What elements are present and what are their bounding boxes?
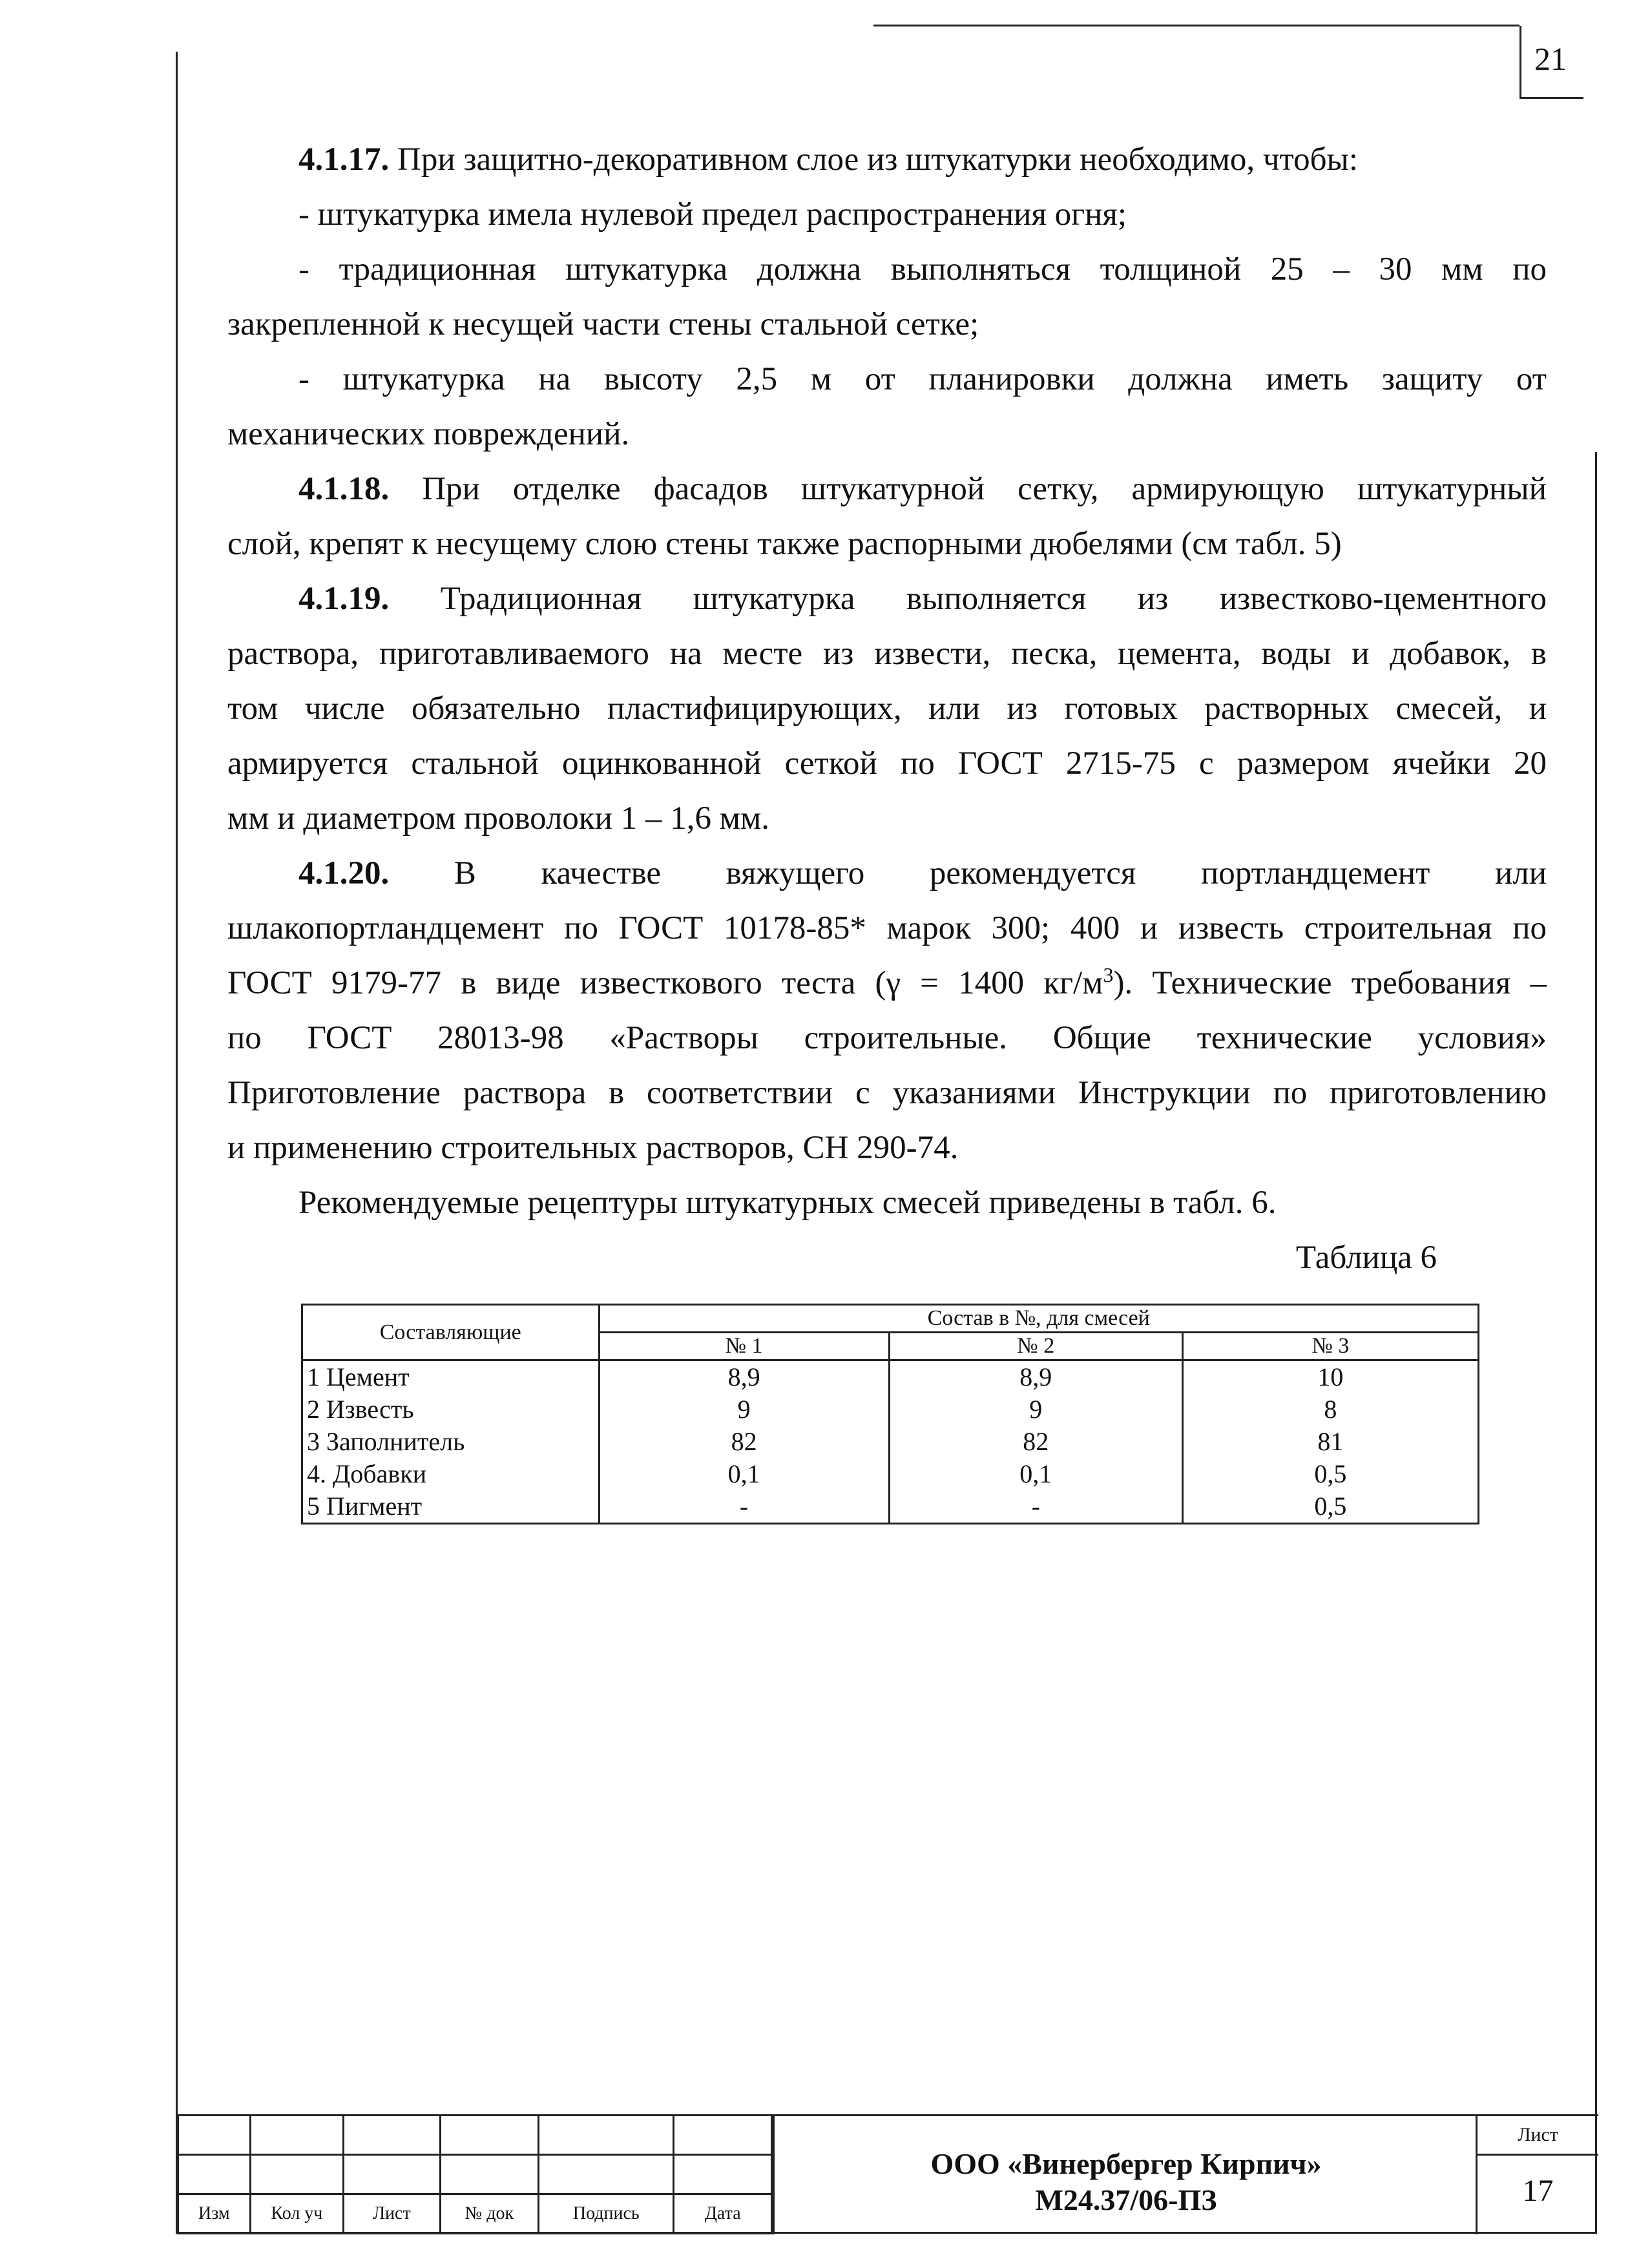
frame-right-border [1595, 452, 1597, 2234]
header-composition-group: Состав в №, для смесей [599, 1305, 1479, 1333]
col-date-label: Дата [674, 2194, 772, 2234]
text-line: том числе обязательно пластифицирующих, или из готовых растворных смесей, и [227, 691, 1547, 727]
text-line: мм и диаметром проволоки 1 – 1,6 мм. [227, 800, 770, 837]
text-line: закрепленной к несущей части стены стальной сетке; [227, 306, 979, 342]
title-block-revision-grid [177, 2114, 773, 2234]
paragraph-4-1-19 [227, 572, 1547, 627]
mix-1-value: 82 [599, 1426, 889, 1458]
table-row [302, 1393, 1479, 1426]
table-row [302, 1490, 1479, 1524]
mix-1-value: 9 [599, 1393, 889, 1426]
header-mix-1: № 1 [599, 1333, 889, 1360]
mix-2-value: 9 [889, 1393, 1182, 1426]
col-list-label: Лист [344, 2194, 441, 2234]
clause-number: 4.1.20. [298, 855, 390, 891]
header-components: Составляющие [302, 1305, 600, 1360]
col-doc-number-label: № док [440, 2194, 538, 2234]
mix-2-value: 0,1 [889, 1458, 1182, 1490]
col-signature-label: Подпись [539, 2194, 674, 2234]
component-name: 1 Цемент [302, 1360, 600, 1394]
superscript: 3 [1103, 963, 1114, 986]
text-line: армируется стальной оцинкованной сеткой по ГОСТ 2715-75 с размером ячейки 20 [227, 745, 1547, 782]
mix-1-value: 0,1 [599, 1458, 889, 1490]
text-line: шлакопортландцемент по ГОСТ 10178-85* марок 300; 400 и известь строительная по [227, 910, 1547, 946]
mix-3-value: 0,5 [1182, 1490, 1478, 1524]
header-mix-2: № 2 [889, 1333, 1182, 1360]
text-line: механических повреждений. [227, 416, 630, 452]
mix-3-value: 81 [1182, 1426, 1478, 1458]
table-row [302, 1360, 1479, 1394]
title-block-organization [773, 2114, 1478, 2234]
document-code: М24.37/06-ПЗ [1035, 2183, 1217, 2216]
table-row [302, 1458, 1479, 1490]
title-block-sheet [1476, 2114, 1598, 2234]
component-name: 5 Пигмент [302, 1490, 600, 1524]
col-kol-uch-label: Кол уч [250, 2194, 343, 2234]
paragraph-text: При защитно-декоративном слое из штукатурки необходимо, чтобы: [397, 141, 1358, 178]
text-line: слой, крепят к несущему слою стены также распорными дюбелями (см табл. 5) [227, 526, 1342, 562]
mix-1-value: 8,9 [599, 1360, 889, 1394]
paragraph-4-1-17 [227, 132, 1547, 187]
frame-top-line [873, 25, 1519, 26]
component-name: 4. Добавки [302, 1458, 600, 1490]
mix-1-value: - [599, 1490, 889, 1524]
clause-number: 4.1.18. [298, 471, 390, 507]
mix-3-value: 10 [1182, 1360, 1478, 1394]
mix-composition-table [301, 1304, 1479, 1524]
text-line: по ГОСТ 28013-98 «Растворы строительные. Общие технические условия» [227, 1020, 1547, 1056]
mix-2-value: 82 [889, 1426, 1182, 1458]
mix-2-value: - [889, 1490, 1182, 1524]
bullet-line: - штукатурка на высоту 2,5 м от планировки должна иметь защиту от [298, 361, 1547, 397]
header-mix-3: № 3 [1182, 1333, 1478, 1360]
table-reference-paragraph: Рекомендуемые рецептуры штукатурных смесей приведены в табл. 6. [298, 1185, 1277, 1221]
bullet-line: - традиционная штукатурка должна выполняться толщиной 25 – 30 мм по [298, 251, 1547, 287]
table-row [302, 1426, 1479, 1458]
sheet-label: Лист [1478, 2116, 1598, 2156]
text-line: Приготовление раствора в соответствии с указаниями Инструкции по приготовлению [227, 1075, 1547, 1111]
text-segment: ГОСТ 9179-77 в виде известкового теста (γ = 1400 кг/м [227, 965, 1103, 1001]
paragraph-4-1-18 [227, 462, 1547, 517]
text-segment: ). Технические требования – [1113, 965, 1547, 1001]
sheet-number: 17 [1522, 2174, 1554, 2208]
organization-name: ООО «Винербергер Кирпич» [930, 2147, 1322, 2180]
clause-number: 4.1.17. [298, 141, 390, 178]
component-name: 3 Заполнитель [302, 1426, 600, 1458]
paragraph-text: В качестве вяжущего рекомендуется портландцемент или [454, 855, 1547, 891]
bullet-line: - штукатурка имела нулевой предел распространения огня; [298, 196, 1127, 233]
page-number: 21 [1534, 41, 1567, 77]
col-izm-label: Изм [178, 2194, 251, 2234]
text-line [227, 956, 1547, 1011]
paragraph-text: Традиционная штукатурка выполняется из известково-цементного [440, 581, 1547, 617]
clause-number: 4.1.19. [298, 581, 390, 617]
paragraph-text: При отделке фасадов штукатурной сетку, армирующую штукатурный [422, 471, 1547, 507]
mix-2-value: 8,9 [889, 1360, 1182, 1394]
document-body [227, 132, 1547, 1285]
mix-3-value: 0,5 [1182, 1458, 1478, 1490]
paragraph-4-1-20 [227, 846, 1547, 901]
component-name: 2 Известь [302, 1393, 600, 1426]
mix-3-value: 8 [1182, 1393, 1478, 1426]
text-line: раствора, приготавливаемого на месте из извести, песка, цемента, воды и добавок, в [227, 636, 1547, 672]
table-caption: Таблица 6 [1295, 1240, 1437, 1276]
frame-left-border [176, 52, 178, 2234]
text-line: и применению строительных растворов, СН 290-74. [227, 1130, 959, 1166]
